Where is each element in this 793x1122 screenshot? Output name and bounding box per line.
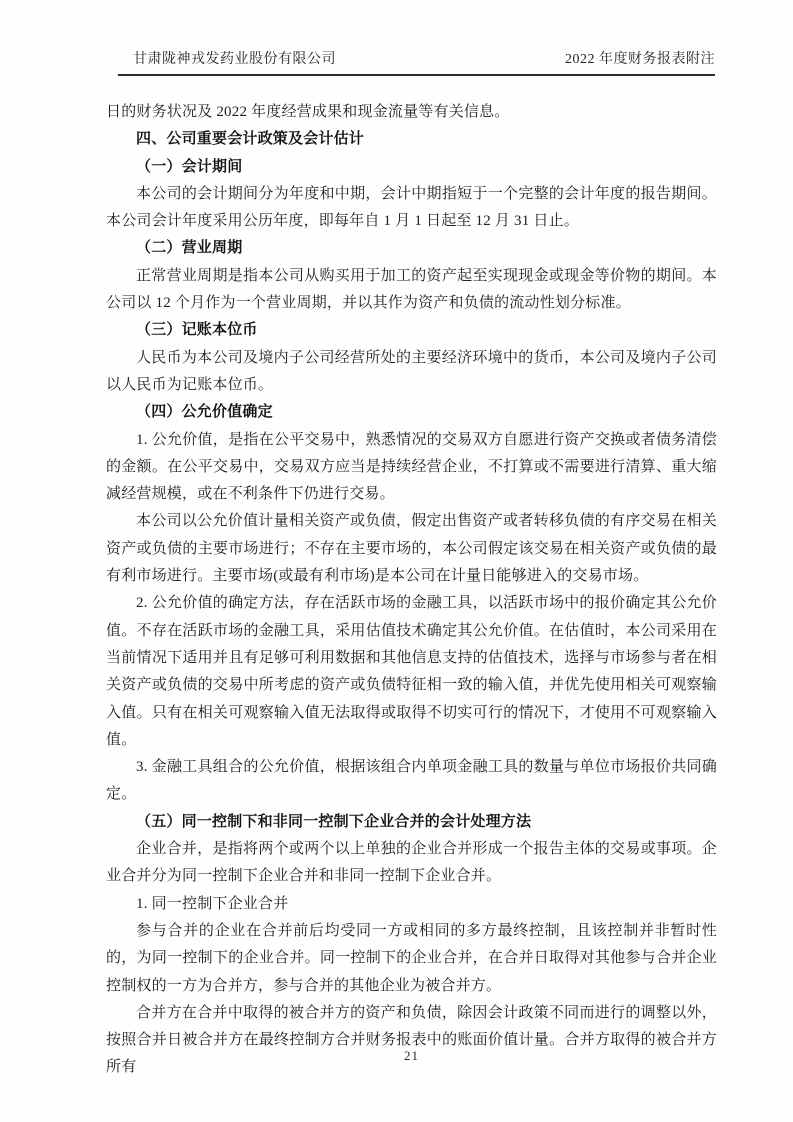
paragraph: 人民币为本公司及境内子公司经营所处的主要经济环境中的货币，本公司及境内子公司以人民币为记账本位币。: [106, 349, 717, 393]
paragraph: 参与合并的企业在合并前后均受同一方或相同的多方最终控制，且该控制并非暂时性的，为同一控制下的企业合并。同一控制下的企业合并，在合并日取得对其他参与合并企业控制权的一方为合并方，参与合并的其他企业为被合并方。: [106, 922, 717, 994]
paragraph: 3. 金融工具组合的公允价值，根据该组合内单项金融工具的数量与单位市场报价共同确定。: [106, 759, 717, 803]
paragraph: 本公司的会计期间分为年度和中期，会计中期指短于一个完整的会计年度的报告期间。本公司会计年度采用公历年度，即每年自 1 月 1 日起至 12 月 31 日止。: [106, 185, 717, 230]
subsection-heading: （二）营业周期: [136, 240, 243, 257]
paragraph: 1. 公允价值，是指在公平交易中，熟悉情况的交易双方自愿进行资产交换或者债务清偿的金额。在公平交易中，交易双方应当是持续经营企业，不打算或不需要进行清算、重大缩减经营规模，或在不利条件下仍进行交易。: [106, 431, 717, 503]
page-footer: [106, 1048, 717, 1064]
paragraph: 合并方在合并中取得的被合并方的资产和负债，除因会计政策不同而进行的调整以外，按照合并日被合并方在最终控制方合并财务报表中的账面价值计量。合并方取得的被合并方所有: [106, 1004, 717, 1076]
paragraph: 2. 公允价值的确定方法，存在活跃市场的金融工具，以活跃市场中的报价确定其公允价值。不存在活跃市场的金融工具，采用估值技术确定其公允价值。在估值时，本公司采用在当前情况下适用并且有足够可利用数据和其他信息支持的估值技术，选择与市场参与者在相关资产或负债的交易中所考虑的资产或负债特征相一致的输入值，并优先使用相关可观察输入值。只有在相关可观察输入值无法取得或取得不切实可行的情况下，才使用不可观察输入值。: [106, 595, 717, 748]
section-heading: 四、公司重要会计政策及会计估计: [136, 131, 365, 148]
subsection-heading: （五）同一控制下和非同一控制下企业合并的会计处理方法: [136, 813, 532, 830]
subsection-heading: （一）会计期间: [136, 158, 243, 175]
company-name: 甘肃陇神戎发药业股份有限公司: [133, 52, 336, 67]
paragraph: 本公司以公允价值计量相关资产或负债，假定出售资产或者转移负债的有序交易在相关资产或负债的主要市场进行；不存在主要市场的，本公司假定该交易在相关资产或负债的最有利市场进行。主要市场(或最有利市场)是本公司在计量日能够进入的交易市场。: [106, 513, 717, 585]
page-number: 21: [404, 1048, 419, 1063]
report-title: 2022 年度财务报表附注: [565, 52, 715, 67]
subsection-heading: （四）公允价值确定: [136, 404, 273, 421]
document-body: [106, 99, 717, 1082]
paragraph: 正常营业周期是指本公司从购买用于加工的资产起至实现现金或现金等价物的期间。本公司以 12 个月作为一个营业周期，并以其作为资产和负债的流动性划分标准。: [106, 267, 717, 312]
paragraph: 企业合并，是指将两个或两个以上单独的企业合并形成一个报告主体的交易或事项。企业合并分为同一控制下企业合并和非同一控制下企业合并。: [106, 841, 717, 885]
page-header: [118, 48, 715, 76]
list-item-heading: 1. 同一控制下企业合并: [136, 895, 289, 912]
subsection-heading: （三）记账本位币: [136, 322, 258, 339]
paragraph-continuation: 日的财务状况及 2022 年度经营成果和现金流量等有关信息。: [106, 104, 510, 120]
